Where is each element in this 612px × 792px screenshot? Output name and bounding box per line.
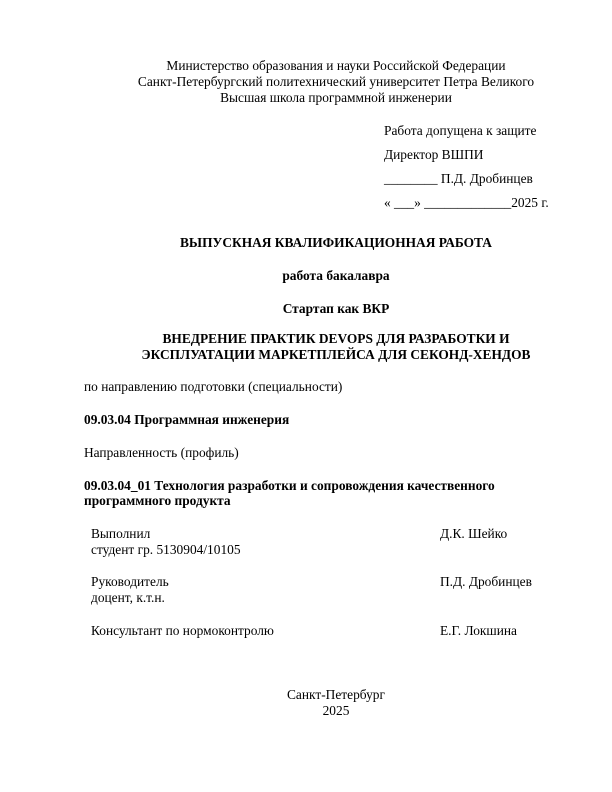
ministry-line: Министерство образования и науки Российской Федерации	[166, 58, 506, 73]
footer-city: Санкт-Петербург	[287, 687, 385, 702]
format-line: Стартап как ВКР	[282, 301, 390, 316]
profile-label: Направленность (профиль)	[84, 445, 239, 460]
supervisor-title: доцент, к.т.н.	[91, 590, 165, 605]
direction-value: 09.03.04 Программная инженерия	[84, 412, 290, 427]
school-line: Высшая школа программной инженерии	[220, 90, 452, 105]
degree-line: работа бакалавра	[282, 268, 390, 283]
supervisor-label: Руководитель	[91, 574, 169, 589]
profile-value-line-2: программного продукта	[84, 493, 231, 508]
direction-label: по направлению подготовки (специальности)	[84, 379, 343, 394]
topic-line-1: ВНЕДРЕНИЕ ПРАКТИК DEVOPS ДЛЯ РАЗРАБОТКИ И	[162, 331, 510, 346]
supervisor-name: П.Д. Дробинцев	[440, 574, 532, 589]
approval-date: « ___» _____________2025 г.	[384, 195, 549, 210]
university-line: Санкт-Петербургский политехнический университет Петра Великого	[137, 74, 535, 89]
performer-name: Д.К. Шейко	[440, 526, 508, 541]
performer-group: студент гр. 5130904/10105	[91, 542, 241, 557]
performer-label: Выполнил	[91, 526, 151, 541]
consultant-name: Е.Г. Локшина	[440, 623, 517, 638]
consultant-label: Консультант по нормоконтролю	[91, 623, 274, 638]
approval-signature: ________ П.Д. Дробинцев	[384, 171, 533, 186]
work-type-title: ВЫПУСКНАЯ КВАЛИФИКАЦИОННАЯ РАБОТА	[180, 235, 492, 250]
topic-line-2: ЭКСПЛУАТАЦИИ МАРКЕТПЛЕЙСА ДЛЯ СЕКОНД-ХЕНДОВ	[141, 347, 531, 362]
approval-director: Директор ВШПИ	[384, 147, 484, 162]
profile-value-line-1: 09.03.04_01 Технология разработки и сопровождения качественного	[84, 478, 495, 493]
approval-admitted: Работа допущена к защите	[384, 123, 537, 138]
footer-year: 2025	[322, 703, 350, 718]
